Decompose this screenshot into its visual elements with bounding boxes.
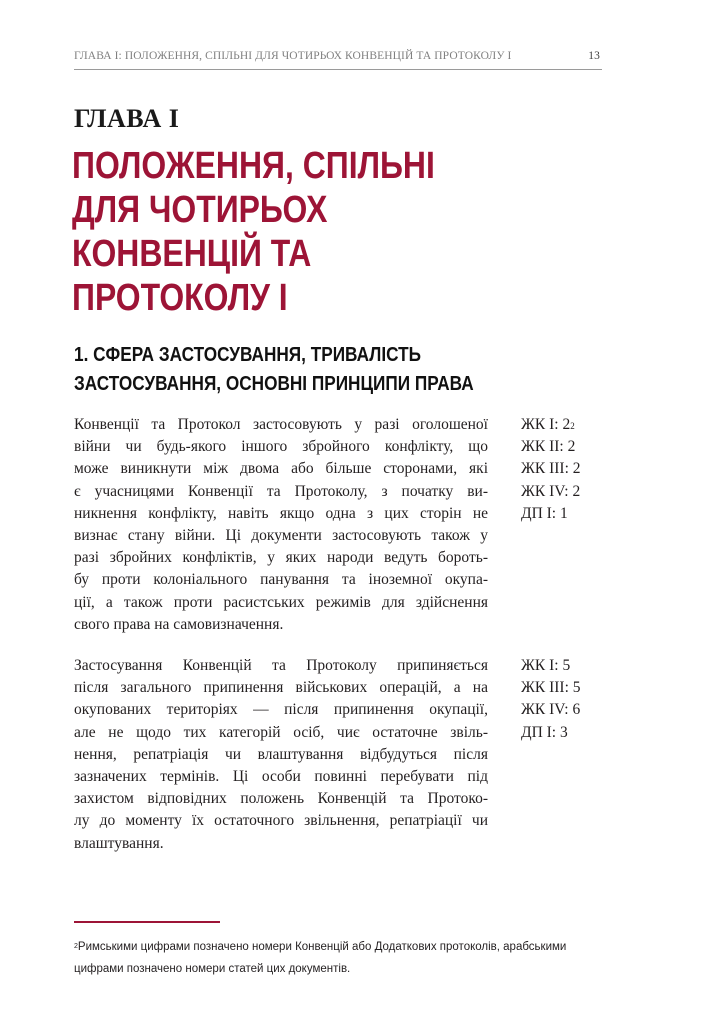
footnote-divider: [74, 921, 220, 923]
footnote-marker[interactable]: 2: [570, 421, 575, 431]
margin-reference: ДП І: 1: [521, 504, 568, 522]
chapter-title: [72, 144, 467, 320]
running-header: [74, 50, 602, 62]
paragraph-line: визнає стану війни. Ці документи застосовують також у: [74, 527, 488, 545]
paragraph-line: але не щодо тих категорій осіб, чиє остаточне звіль-: [74, 723, 488, 741]
margin-references-1: [521, 414, 581, 525]
margin-reference: ЖК ІІІ: 2: [521, 460, 581, 478]
paragraph-line: Конвенції та Протокол застосовують у разі оголошеної: [74, 416, 488, 433]
margin-reference: ЖК ІV: 2: [521, 482, 581, 500]
footnote: [74, 936, 614, 980]
paragraph-line: може виникнути між двома або більше сторонами, які: [74, 460, 488, 478]
paragraph-line: влаштування.: [74, 834, 164, 852]
body-paragraph-2: [74, 655, 488, 855]
footnote-line: $^2$Римськими цифрами позначено номери Конвенцій або Додаткових протоколів, арабськими: [74, 941, 567, 953]
chapter-title-line: ПРОТОКОЛУ І: [72, 277, 288, 319]
chapter-title-line: КОНВЕНЦІЙ ТА: [72, 233, 312, 275]
paragraph-line: є учасницями Конвенції та Протоколу, з початку ви-: [74, 482, 488, 500]
paragraph-line: бу проти колоніального панування та іноземної окупа-: [74, 571, 488, 589]
margin-reference: ДП І: 3: [521, 723, 568, 741]
chapter-label: ГЛАВА І: [74, 104, 180, 133]
paragraph-line: зазначених термінів. Ці особи повинні перебувати під: [74, 768, 488, 786]
body-paragraph-1: [74, 414, 488, 636]
margin-reference: ЖК ІІІ: 5: [521, 679, 581, 697]
header-divider: [74, 69, 602, 70]
footnote-line: цифрами позначено номери статей цих документів.: [74, 963, 351, 975]
section-heading-line: 1. СФЕРА ЗАСТОСУВАННЯ, ТРИВАЛІСТЬ: [74, 344, 421, 366]
paragraph-line: никнення конфлікту, навіть якщо одна з цих сторін не: [74, 504, 488, 522]
margin-reference: ЖК І: $2^2$: [521, 416, 575, 433]
section-heading: [74, 341, 474, 399]
margin-reference: ЖК ІV: 6: [521, 701, 581, 719]
chapter-title-line: ПОЛОЖЕННЯ, СПІЛЬНІ: [72, 145, 435, 187]
paragraph-line: Застосування Конвенцій та Протоколу припиняється: [74, 657, 488, 674]
paragraph-line: війни чи будь-якого іншого збройного конфлікту, що: [74, 438, 488, 456]
paragraph-line: після загального припинення військових операцій, а на: [74, 679, 488, 697]
footnote-number: 2: [74, 943, 78, 950]
paragraph-line: окупованих територіях — після припинення окупації,: [74, 701, 488, 719]
paragraph-line: нення, репатріація чи влаштування відбудуться після: [74, 745, 488, 763]
paragraph-line: разі збройних конфліктів, у яких народи ведуть бороть-: [74, 549, 488, 567]
paragraph-line: свого права на самовизначення.: [74, 615, 284, 633]
chapter-title-line: ДЛЯ ЧОТИРЬОХ: [72, 189, 328, 231]
page-number: 13: [588, 50, 600, 62]
margin-reference: ЖК І: 5: [521, 657, 571, 674]
margin-reference: ЖК ІІ: 2: [521, 438, 576, 456]
paragraph-line: лу до моменту їх остаточного звільнення, репатріації чи: [74, 812, 488, 830]
margin-references-2: [521, 655, 581, 744]
running-title: ГЛАВА І: ПОЛОЖЕННЯ, СПІЛЬНІ ДЛЯ ЧОТИРЬОХ КОНВЕНЦІЙ ТА ПРОТОКОЛУ І: [74, 50, 512, 62]
section-heading-line: ЗАСТОСУВАННЯ, ОСНОВНІ ПРИНЦИПИ ПРАВА: [74, 373, 474, 395]
paragraph-line: ції, а також проти расистських режимів для здійснення: [74, 593, 488, 611]
paragraph-line: захистом відповідних положень Конвенцій та Протоко-: [74, 790, 488, 808]
